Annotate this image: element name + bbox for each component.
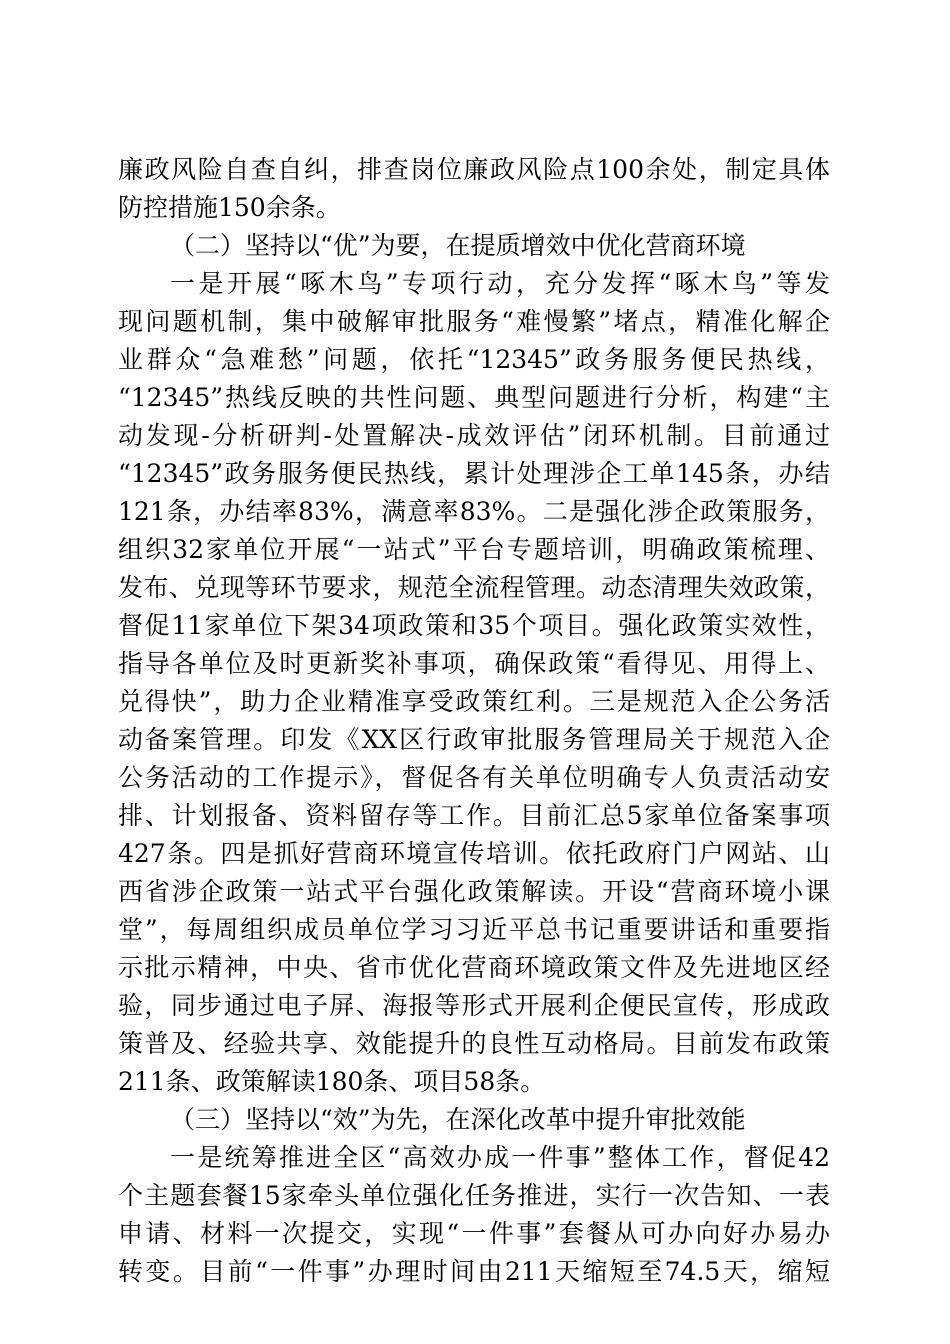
- text-line: 发布、兑现等环节要求，规范全流程管理。动态清理失效政策，: [118, 573, 830, 602]
- text-line: 427条。四是抓好营商环境宣传培训。依托政府门户网站、山: [118, 839, 830, 868]
- text-line: 211条、政策解读180条、项目58条。: [118, 1067, 546, 1096]
- text-line: 示批示精神，中央、省市优化营商环境政策文件及先进地区经: [118, 953, 830, 982]
- section-heading: （二）坚持以“优”为要，在提质增效中优化营商环境: [170, 231, 746, 260]
- text-line: 动发现-分析研判-处置解决-成效评估”闭环机制。目前通过: [118, 421, 830, 450]
- text-line: 动备案管理。印发《XX区行政审批服务管理局关于规范入企: [118, 725, 830, 754]
- text-line: 督促11家单位下架34项政策和35个项目。强化政策实效性，: [118, 611, 830, 640]
- text-line: 廉政风险自查自纠，排查岗位廉政风险点100余处，制定具体: [118, 155, 830, 184]
- text-line: 转变。目前“一件事”办理时间由211天缩短至74.5天，缩短: [118, 1257, 830, 1286]
- text-line: 现问题机制，集中破解审批服务“难慢繁”堵点，精准化解企: [118, 307, 830, 336]
- text-line: 指导各单位及时更新奖补事项，确保政策“看得见、用得上、: [118, 649, 830, 678]
- text-line: 一是统筹推进全区“高效办成一件事”整体工作，督促42: [170, 1143, 830, 1172]
- text-line: 组织32家单位开展“一站式”平台专题培训，明确政策梳理、: [118, 535, 830, 564]
- text-line: 兑得快”，助力企业精准享受政策红利。三是规范入企公务活: [118, 687, 830, 716]
- text-line: 公务活动的工作提示》，督促各有关单位明确专人负责活动安: [118, 763, 830, 792]
- section-heading: （三）坚持以“效”为先，在深化改革中提升审批效能: [170, 1105, 746, 1134]
- text-line: 业群众“急难愁”问题，依托“12345”政务服务便民热线，: [118, 345, 830, 374]
- text-line: 西省涉企政策一站式平台强化政策解读。开设“营商环境小课: [118, 877, 830, 906]
- text-line: 申请、材料一次提交，实现“一件事”套餐从可办向好办易办: [118, 1219, 830, 1248]
- text-line: 堂”，每周组织成员单位学习习近平总书记重要讲话和重要指: [118, 915, 830, 944]
- text-line: 一是开展“啄木鸟”专项行动，充分发挥“啄木鸟”等发: [170, 269, 830, 298]
- text-line: 策普及、经验共享、效能提升的良性互动格局。目前发布政策: [118, 1029, 830, 1058]
- text-line: “12345”政务服务便民热线，累计处理涉企工单145条，办结: [118, 459, 830, 488]
- text-line: 个主题套餐15家牵头单位强化任务推进，实行一次告知、一表: [118, 1181, 830, 1210]
- text-line: 121条，办结率83%，满意率83%。二是强化涉企政策服务，: [118, 497, 830, 526]
- text-line: “12345”热线反映的共性问题、典型问题进行分析，构建“主: [118, 383, 830, 412]
- text-line: 排、计划报备、资料留存等工作。目前汇总5家单位备案事项: [118, 801, 830, 830]
- text-line: 验，同步通过电子屏、海报等形式开展利企便民宣传，形成政: [118, 991, 830, 1020]
- text-line: 防控措施150余条。: [118, 193, 341, 222]
